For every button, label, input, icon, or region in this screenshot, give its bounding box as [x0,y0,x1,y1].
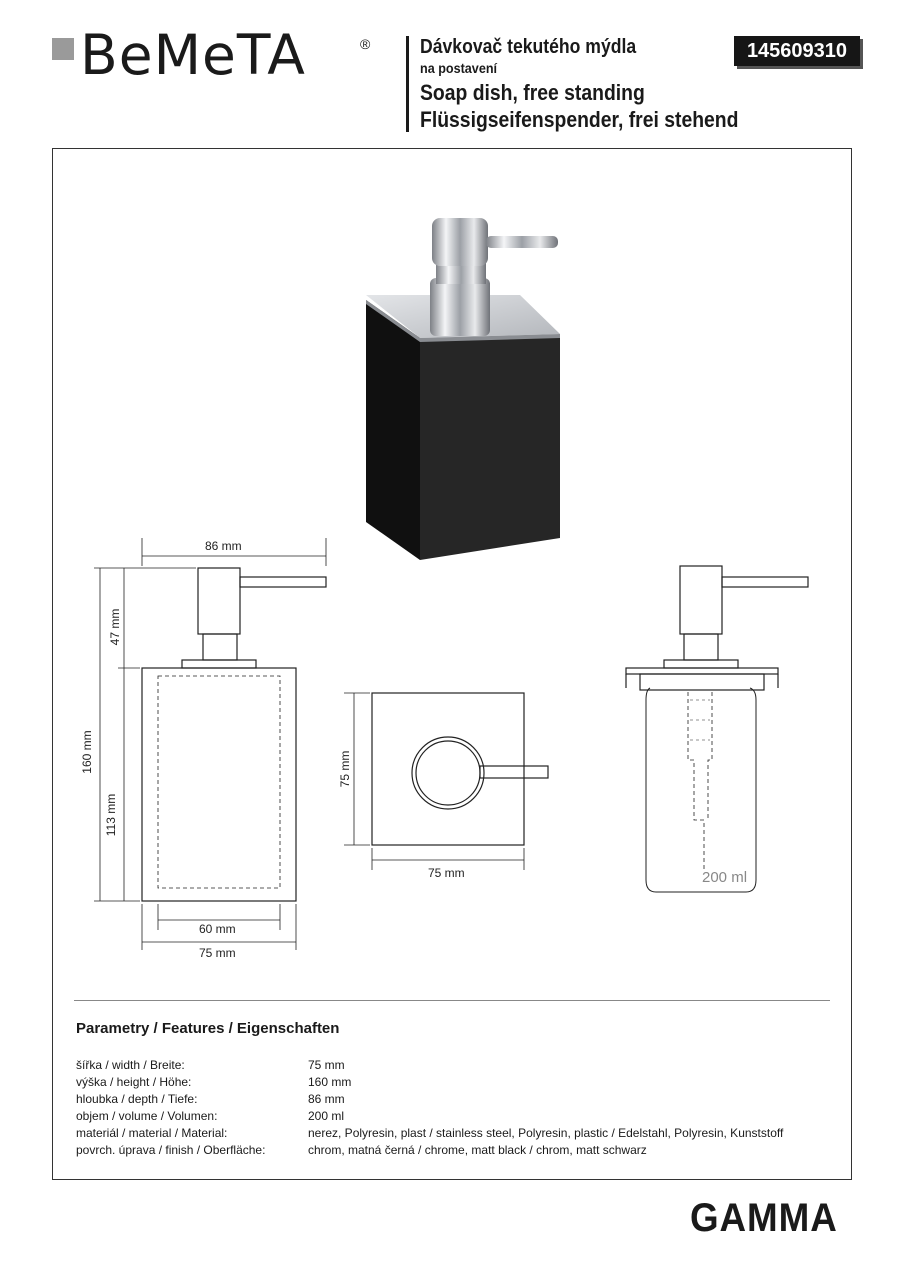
registered-mark: ® [360,36,371,52]
product-photo [366,218,560,560]
dim-front-top-height: 47 mm [108,608,122,646]
specs-heading: Parametry / Features / Eigenschaften [76,1020,340,1037]
spec-value: nerez, Polyresin, plast / stainless steel, Polyresin, plastic / Edelstahl, Polyresin, Kunststoff [308,1126,784,1140]
title-czech: Dávkovač tekutého mýdla [420,36,637,58]
spec-row [76,1108,816,1124]
spec-row [76,1125,816,1141]
dim-front-body-height: 113 mm [104,793,118,837]
title-czech-sub: na postavení [420,60,498,76]
dim-front-width: 86 mm [205,539,242,553]
side-view [626,566,808,892]
dim-top-depth: 75 mm [338,750,352,788]
spec-label: hloubka / depth / Tiefe: [76,1092,198,1106]
title-german: Flüssigseifenspender, frei stehend [420,107,739,132]
spec-label: povrch. úprava / finish / Oberfläche: [76,1143,266,1157]
dim-top-width: 75 mm [428,866,465,880]
spec-value: 160 mm [308,1075,352,1089]
front-view [94,538,326,950]
dim-front-total-height: 160 mm [80,730,94,774]
spec-value: 200 ml [308,1109,345,1123]
title-english: Soap dish, free standing [420,80,645,105]
product-code: 145609310 [734,36,860,66]
brand-logo: BeMeTA [80,23,306,87]
spec-row [76,1142,816,1158]
section-separator [74,1000,830,1001]
dim-front-base-width: 75 mm [199,946,236,960]
dim-front-inner-width: 60 mm [199,922,236,936]
spec-label: objem / volume / Volumen: [76,1109,218,1123]
spec-label: šířka / width / Breite: [76,1058,185,1072]
side-volume-label: 200 ml [702,869,748,886]
spec-row [76,1074,816,1090]
spec-row [76,1091,816,1107]
spec-value: chrom, matná černá / chrome, matt black / chrom, matt schwarz [308,1143,647,1157]
spec-value: 86 mm [308,1092,345,1106]
spec-row [76,1057,816,1073]
spec-value: 75 mm [308,1058,345,1072]
top-view [344,693,548,870]
spec-label: materiál / material / Material: [76,1126,228,1140]
spec-label: výška / height / Höhe: [76,1075,192,1089]
series-name: GAMMA [690,1196,838,1240]
